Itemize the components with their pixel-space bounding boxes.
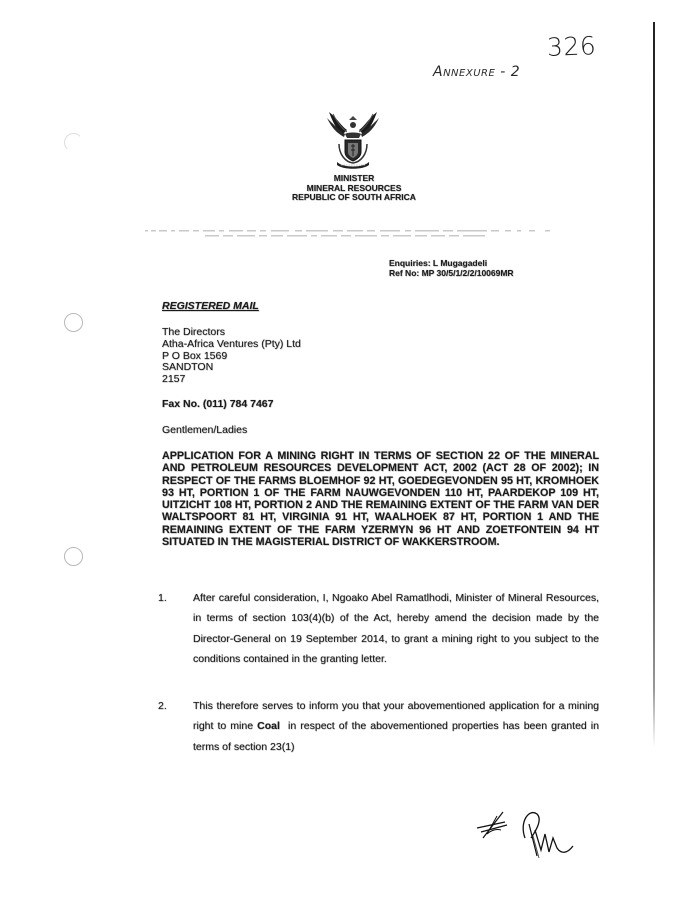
address-line: P O Box 1569 bbox=[162, 349, 228, 362]
letterhead bbox=[275, 174, 433, 203]
paragraph-number: 1. bbox=[158, 592, 167, 604]
address-line: 2157 bbox=[162, 373, 186, 386]
delivery-method: REGISTERED MAIL bbox=[162, 300, 259, 312]
illegible-contact-strip bbox=[145, 228, 560, 242]
paragraph-text-end: in respect of the abovementioned properties has been granted in terms of section 23(1) bbox=[193, 720, 602, 753]
address-line: The Directors bbox=[162, 326, 226, 338]
punch-hole-top bbox=[64, 133, 83, 152]
letterhead-department: MINERAL RESOURCES bbox=[306, 182, 402, 193]
reference-block bbox=[389, 259, 514, 278]
mineral-name: Coal bbox=[257, 720, 280, 733]
recipient-address bbox=[162, 327, 301, 386]
letterhead-country: REPUBLIC OF SOUTH AFRICA bbox=[292, 192, 416, 202]
address-line: SANDTON bbox=[162, 361, 214, 374]
handwritten-page-number: 326 bbox=[546, 31, 597, 62]
reference-number: Ref No: MP 30/5/1/2/2/10069MR bbox=[389, 267, 514, 278]
paragraph-number: 2. bbox=[158, 700, 167, 712]
paragraph-text bbox=[193, 696, 602, 757]
address-line: Atha-Africa Ventures (Pty) Ltd bbox=[162, 337, 301, 350]
salutation: Gentlemen/Ladies bbox=[162, 424, 248, 436]
handwritten-annexure-label: Annexure - 2 bbox=[433, 64, 521, 80]
paragraph-text-start: This therefore serves to inform you that your abovementioned application for a mining right to mine bbox=[193, 700, 599, 733]
signature-icon bbox=[475, 808, 595, 868]
coat-of-arms-icon bbox=[325, 108, 381, 170]
punch-hole-bottom bbox=[64, 547, 83, 566]
enquiries-contact: Enquiries: L Mugagadeli bbox=[389, 258, 488, 268]
subject-heading: APPLICATION FOR A MINING RIGHT IN TERMS OF SECTION 22 OF THE MINERAL AND PETROLEUM RESOURCES DEVELOPMENT ACT, 2002 (ACT 28 OF 2002); IN RESPECT OF THE FARMS BLOEMHOF 92 HT, GOEDEGEVONDEN 95 HT, KROMHOEK 93 HT, PORTION 1 OF THE FARM NAUWGEVONDEN 110 HT, PAARDEKOP 109 HT, UITZICHT 108 HT, PORTION 2 AND THE REMAINING EXTENT OF THE FARM VAN DER WALTSPOORT 81 HT, VIRGINIA 91 HT, WAALHOEK 87 HT, PORTION 1 AND THE REMAINING EXTENT OF THE FARM YZERMYN 96 HT AND ZOETFONTEIN 94 HT SITUATED IN THE MAGISTERIAL DISTRICT OF WAKKERSTROOM. bbox=[162, 450, 599, 549]
paragraph-text: After careful consideration, I, Ngoako Abel Ramatlhodi, Minister of Mineral Resources, in terms of section 103(4)(b) of the Act, hereby amend the decision made by the Director-General on 19 September 2014, to grant a mining right to you subject to the conditions contained in the granting letter. bbox=[193, 592, 599, 665]
scan-edge-line bbox=[653, 22, 655, 747]
recipient-fax-number: Fax No. (011) 784 7467 bbox=[162, 398, 274, 410]
letterhead-title: MINISTER bbox=[333, 173, 375, 183]
punch-hole-middle bbox=[64, 313, 83, 332]
